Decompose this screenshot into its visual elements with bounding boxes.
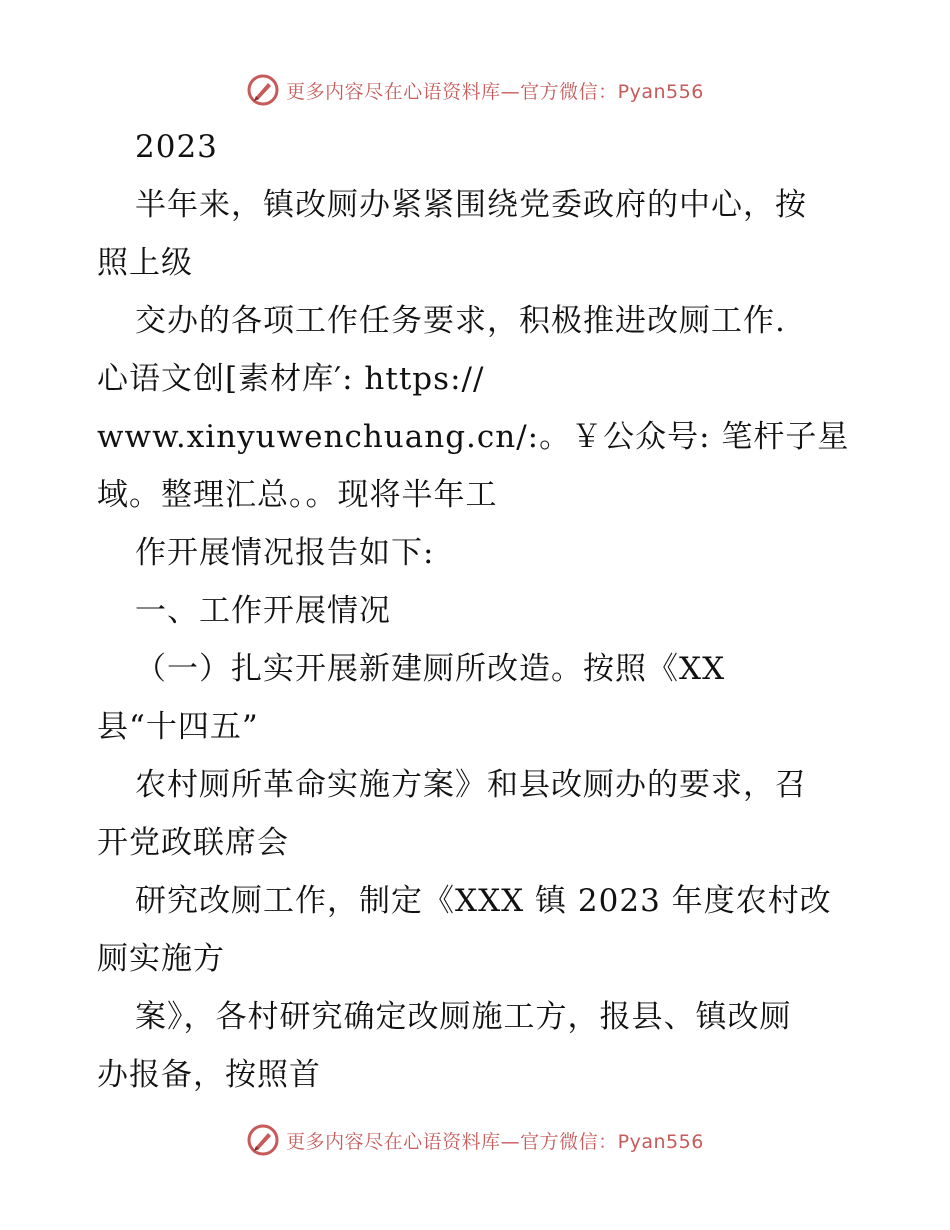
text-line: 交办的各项工作任务要求，积极推进改厕工作. xyxy=(135,303,786,339)
text-line: 作开展情况报告如下: xyxy=(135,535,435,571)
watermark-text: 更多内容尽在心语资料库—官方微信：Pyan556 xyxy=(286,80,704,103)
text-line: www.xinyuwenchuang.cn/:。￥公众号: 笔杆子星 xyxy=(97,419,850,455)
text-line: 域。整理汇总。。现将半年工 xyxy=(97,477,498,513)
text-line: （一）扎实开展新建厕所改造。按照《XX xyxy=(135,651,726,687)
text-line: 2023 xyxy=(135,129,218,165)
pen-logo-icon xyxy=(246,73,280,107)
text-line: 一、工作开展情况 xyxy=(135,593,391,629)
watermark-text: 更多内容尽在心语资料库—官方微信：Pyan556 xyxy=(286,1130,704,1153)
text-line: 心语文创[素材库′: https:// xyxy=(97,361,485,397)
text-line: 农村厕所革命实施方案》和县改厕办的要求，召 xyxy=(135,767,807,803)
text-line: 办报备，按照首 xyxy=(97,1057,321,1093)
watermark-banner-top xyxy=(0,70,950,110)
pen-logo-icon xyxy=(246,1123,280,1157)
text-line: 县“十四五” xyxy=(97,709,259,745)
document-body xyxy=(97,118,857,1104)
text-line: 案》，各村研究确定改厕施工方，报县、镇改厕 xyxy=(135,999,792,1035)
watermark-banner-bottom xyxy=(0,1120,950,1160)
text-line: 照上级 xyxy=(97,245,193,281)
text-line: 半年来，镇改厕办紧紧围绕党委政府的中心，按 xyxy=(135,187,807,223)
text-line: 研究改厕工作，制定《XXX 镇 2023 年度农村改 xyxy=(135,883,832,919)
text-line: 开党政联席会 xyxy=(97,825,289,861)
text-line: 厕实施方 xyxy=(97,941,225,977)
